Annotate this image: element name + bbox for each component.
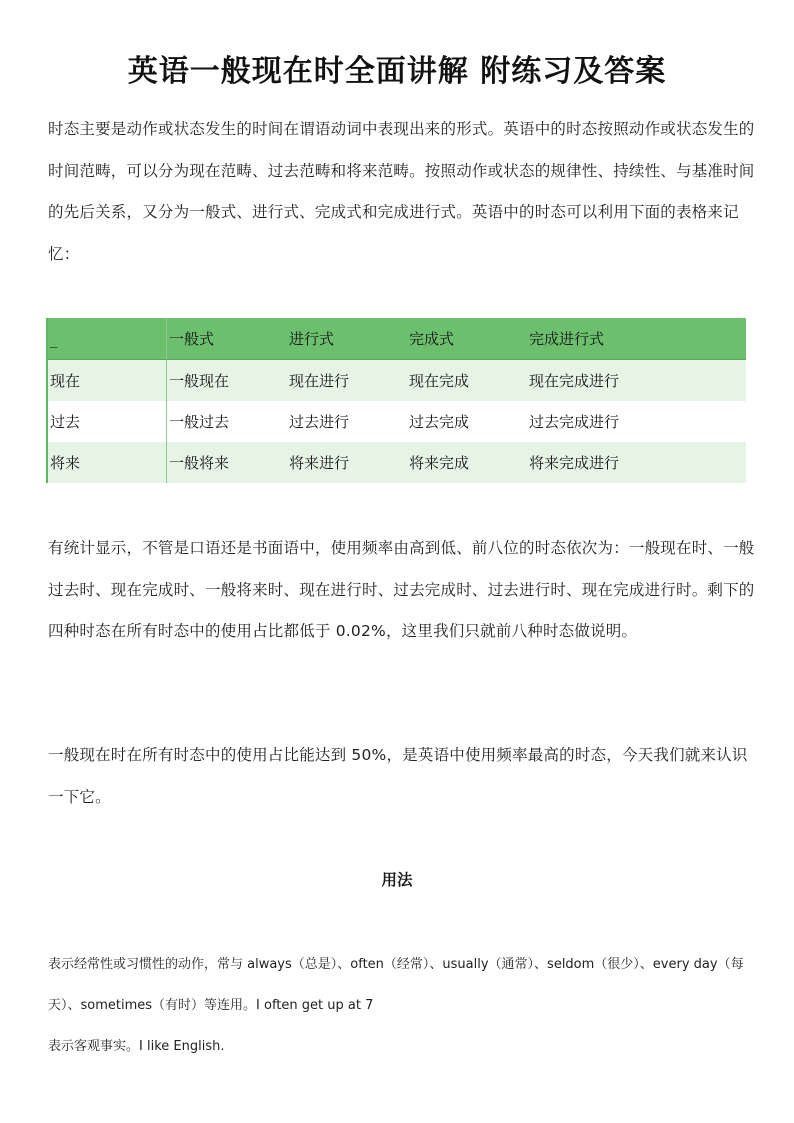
table-cell: 现在 xyxy=(47,360,167,402)
header-cell: 进行式 xyxy=(287,318,407,360)
header-cell: 完成进行式 xyxy=(527,318,746,360)
header-cell: 一般式 xyxy=(167,318,288,360)
table-cell: 将来完成进行 xyxy=(527,442,746,483)
tense-table xyxy=(46,318,746,483)
intro-paragraph: 时态主要是动作或状态发生的时间在谓语动词中表现出来的形式。英语中的时态按照动作或状态发生的时间范畴，可以分为现在范畴、过去范畴和将来范畴。按照动作或状态的规律性、持续性、与基准时间的先后关系，又分为一般式、进行式、完成式和完成进行式。英语中的时态可以利用下面的表格来记忆： xyxy=(48,120,755,263)
table-cell: 将来 xyxy=(47,442,167,483)
stats-paragraph: 有统计显示，不管是口语还是书面语中，使用频率由高到低、前八位的时态依次为：一般现在时、一般过去时、现在完成时、一般将来时、现在进行时、过去完成时、过去进行时、现在完成进行时。剩下的四种时态在所有时态中的使用占比都低于 0.02%，这里我们只就前八种时态做说明。 xyxy=(48,539,755,640)
table-row xyxy=(47,442,746,483)
usage-heading: 用法 xyxy=(381,871,413,889)
usage-share-paragraph: 一般现在时在所有时态中的使用占比能达到 50%，是英语中使用频率最高的时态，今天我们就来认识一下它。 xyxy=(48,746,748,806)
table-row xyxy=(47,401,746,442)
table-cell: 现在完成进行 xyxy=(527,360,746,402)
table-cell: 现在进行 xyxy=(287,360,407,402)
usage-item: 表示客观事实。I like English. xyxy=(48,1039,225,1054)
tense-table-header xyxy=(47,318,746,360)
table-cell: 将来完成 xyxy=(407,442,527,483)
table-cell: 过去进行 xyxy=(287,401,407,442)
header-cell: _ xyxy=(47,318,167,360)
table-row xyxy=(47,360,746,402)
table-cell: 一般过去 xyxy=(167,401,288,442)
document-title: 英语一般现在时全面讲解 附练习及答案 xyxy=(127,54,667,89)
header-cell: 完成式 xyxy=(407,318,527,360)
table-cell: 一般将来 xyxy=(167,442,288,483)
usage-item: 表示经常性或习惯性的动作，常与 always（总是）、often（经常）、usually（通常）、seldom（很少）、every day（每天）、sometimes（有时）等连用。I often get up at 7 xyxy=(48,957,744,1013)
table-cell: 过去完成 xyxy=(407,401,527,442)
table-cell: 将来进行 xyxy=(287,442,407,483)
table-cell: 现在完成 xyxy=(407,360,527,402)
table-cell: 一般现在 xyxy=(167,360,288,402)
table-cell: 过去 xyxy=(47,401,167,442)
table-cell: 过去完成进行 xyxy=(527,401,746,442)
